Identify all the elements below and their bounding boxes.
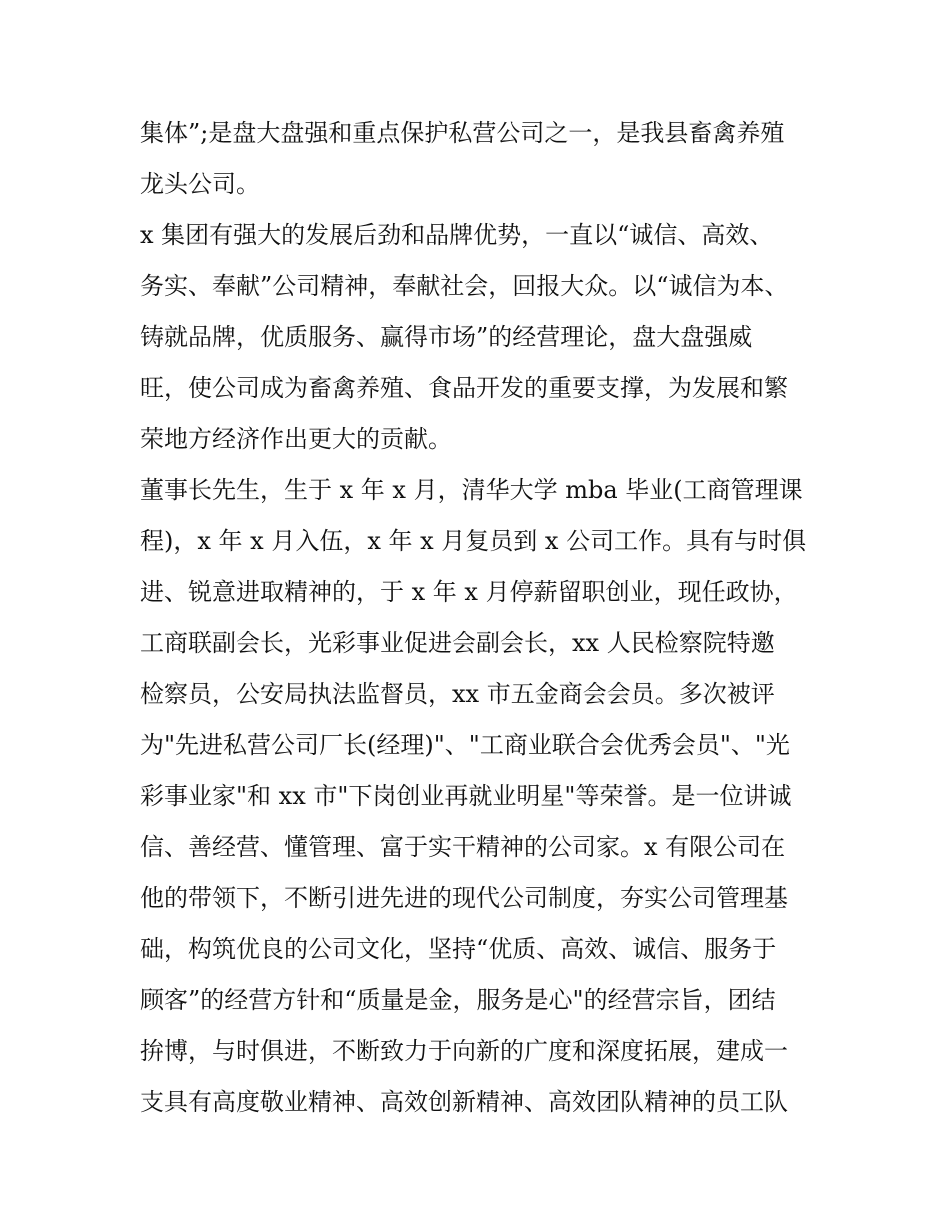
text-line: 进、锐意进取精神的，于 x 年 x 月停薪留职创业，现任政协，: [140, 578, 798, 606]
text-line: 龙头公司。: [140, 170, 260, 198]
text-line: 检察员，公安局执法监督员，xx 市五金商会会员。多次被评: [140, 680, 775, 708]
text-line: 工商联副会长，光彩事业促进会副会长，xx 人民检察院特邀: [140, 629, 775, 657]
text-line: 拚博，与时俱进，不断致力于向新的广度和深度拓展，建成一: [140, 1037, 788, 1065]
body-text: [140, 108, 820, 1128]
text-line: 集体”;是盘大盘强和重点保护私营公司之一，是我县畜禽养殖: [140, 119, 785, 147]
text-line: 信、善经营、懂管理、富于实干精神的公司家。x 有限公司在: [140, 833, 786, 861]
text-line: 荣地方经济作出更大的贡献。: [140, 425, 452, 453]
text-line: 彩事业家"和 xx 市"下岗创业再就业明星"等荣誉。是一位讲诚: [140, 782, 792, 810]
text-line: 旺，使公司成为畜禽养殖、食品开发的重要支撑，为发展和繁: [140, 374, 788, 402]
text-line: 董事长先生，生于 x 年 x 月，清华大学 mba 毕业(工商管理课: [140, 476, 803, 504]
text-line: x 集团有强大的发展后劲和品牌优势，一直以“诚信、高效、: [140, 221, 774, 249]
text-line: 务实、奉献”公司精神，奉献社会，回报大众。以“诚信为本、: [140, 272, 789, 300]
text-line: 为"先进私营公司厂长(经理)"、"工商业联合会优秀会员"、"光: [140, 731, 790, 759]
text-line: 程)，x 年 x 月入伍，x 年 x 月复员到 x 公司工作。具有与时俱: [140, 527, 807, 555]
text-line: 铸就品牌，优质服务、赢得市场”的经营理论，盘大盘强威: [140, 323, 753, 351]
text-line: 支具有高度敬业精神、高效创新精神、高效团队精神的员工队: [140, 1088, 788, 1116]
text-line: 顾客”的经营方针和“质量是金，服务是心"的经营宗旨，团结: [140, 986, 776, 1014]
text-line: 础，构筑优良的公司文化，坚持“优质、高效、诚信、服务于: [140, 935, 777, 963]
text-line: 他的带领下，不断引进先进的现代公司制度，夯实公司管理基: [140, 884, 788, 912]
